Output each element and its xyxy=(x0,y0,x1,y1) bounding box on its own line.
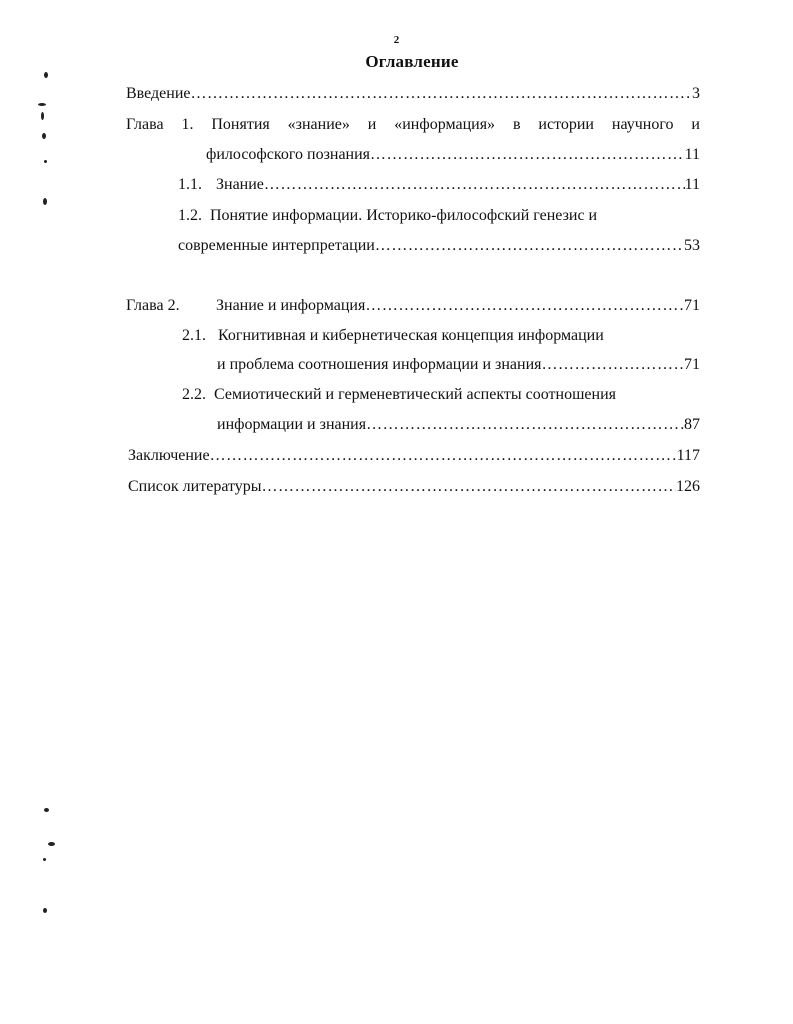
entry-page: 3 xyxy=(692,85,700,102)
word: Глава xyxy=(126,116,164,133)
entry-page: 126 xyxy=(676,478,700,495)
entry-page: 71 xyxy=(684,356,700,373)
toc-entry-1-2-line1 xyxy=(178,206,597,226)
word: и xyxy=(367,116,377,133)
word: «знание» xyxy=(287,116,350,133)
page-number: 2 xyxy=(393,34,400,46)
toc-entry-2-2-line1 xyxy=(182,385,616,405)
word: 1. xyxy=(181,116,194,133)
scan-speck xyxy=(43,198,47,205)
toc-entry-ch1-line1 xyxy=(126,115,700,135)
entry-page: 11 xyxy=(684,176,700,193)
toc-title: Оглавление xyxy=(365,52,459,71)
toc-entry-1-2-line2 xyxy=(178,236,700,256)
entry-text: Список литературы xyxy=(128,478,262,495)
scan-speck xyxy=(44,160,47,163)
leader-dots xyxy=(366,415,684,435)
entry-text: 2.2. Семиотический и герменевтический аспекты соотношения xyxy=(182,386,616,403)
scan-speck xyxy=(43,908,47,913)
entry-page: 117 xyxy=(676,447,700,464)
entry-page: 71 xyxy=(684,297,700,314)
toc-entry-conclusion xyxy=(128,446,700,466)
scan-speck xyxy=(48,842,55,846)
leader-dots xyxy=(370,145,685,165)
toc-entry-references xyxy=(128,477,700,497)
leader-dots xyxy=(542,355,684,375)
entry-text: 1.2. Понятие информации. Историко-философский генезис и xyxy=(178,207,598,224)
toc-entry-1-1 xyxy=(178,175,700,195)
entry-text: 2.1. Когнитивная и кибернетическая концепция информации xyxy=(182,327,604,344)
scan-speck xyxy=(41,112,44,120)
word: научного xyxy=(611,116,674,133)
word: и xyxy=(691,116,700,133)
toc-entry-intro xyxy=(126,84,700,104)
scan-speck xyxy=(38,103,46,106)
scan-speck xyxy=(44,808,49,812)
word: в xyxy=(512,116,521,133)
toc-entry-ch2 xyxy=(126,296,700,316)
entry-text: и проблема соотношения информации и знания xyxy=(217,356,542,373)
entry-page: 53 xyxy=(684,237,700,254)
entry-text: Заключение xyxy=(128,447,210,464)
scan-speck xyxy=(44,72,48,78)
scan-speck xyxy=(42,133,46,139)
entry-text: современные интерпретации xyxy=(178,237,375,254)
section-number: 1.1. xyxy=(178,176,202,193)
leader-dots xyxy=(264,175,685,195)
toc-entry-ch1-line2 xyxy=(206,145,700,165)
toc-entry-2-1-line2 xyxy=(217,355,700,375)
leader-dots xyxy=(375,236,684,256)
leader-dots xyxy=(191,84,693,104)
leader-dots xyxy=(262,477,676,497)
entry-text: информации и знания xyxy=(217,416,367,433)
leader-dots xyxy=(210,446,677,466)
entry-page: 87 xyxy=(684,416,700,433)
word: «информация» xyxy=(394,116,496,133)
entry-text: Знание и информация xyxy=(216,297,366,314)
entry-text: Введение xyxy=(126,85,191,102)
word: истории xyxy=(538,116,594,133)
entry-page: 11 xyxy=(684,146,700,163)
leader-dots xyxy=(365,296,684,316)
word: Понятия xyxy=(211,116,270,133)
toc-entry-2-1-line1 xyxy=(182,326,604,346)
scan-speck xyxy=(43,858,46,861)
toc-entry-2-2-line2 xyxy=(217,415,700,435)
entry-text: Знание xyxy=(216,176,264,193)
entry-text: философского познания xyxy=(206,146,371,163)
chapter-label: Глава 2. xyxy=(126,297,180,314)
